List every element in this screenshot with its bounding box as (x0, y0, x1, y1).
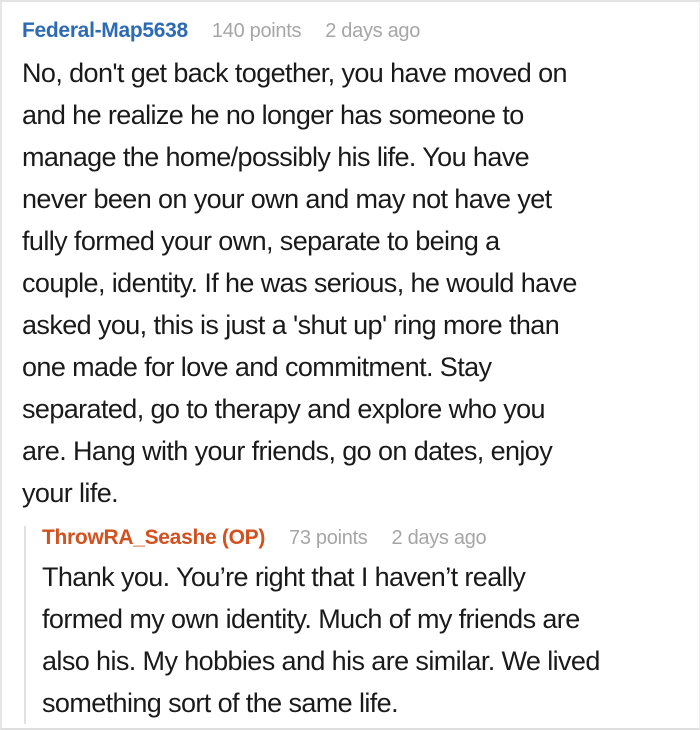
points-label: 73 points (289, 527, 368, 549)
comment-main-header (22, 19, 681, 43)
timestamp-label: 2 days ago (391, 527, 487, 549)
timestamp-label: 2 days ago (325, 20, 421, 42)
username-link[interactable]: Federal-Map5638 (22, 19, 188, 42)
comment-reply (24, 526, 681, 724)
points-label: 140 points (211, 20, 302, 42)
comment-main-text: No, don't get back together, you have moved on and he realize he no longer has someone to manage the home/possibly his life. You have never been on your own and may not have yet fully formed your own, separate to being a couple, identity. If he was serious, he would have asked you, this is just a 'shut up' ring more than one made for love and commitment. Stay separated, go to therapy and explore who you are. Hang with your friends, go on dates, enjoy your life. (22, 58, 577, 508)
comment-reply-text: Thank you. You’re right that I haven’t really formed my own identity. Much of my friends are also his. My hobbies and his are similar. We lived something sort of the same life. (42, 562, 600, 718)
comment-reply-header (42, 526, 681, 550)
comment-main (22, 19, 681, 724)
username-op-link[interactable]: ThrowRA_Seashe (OP) (42, 526, 266, 549)
